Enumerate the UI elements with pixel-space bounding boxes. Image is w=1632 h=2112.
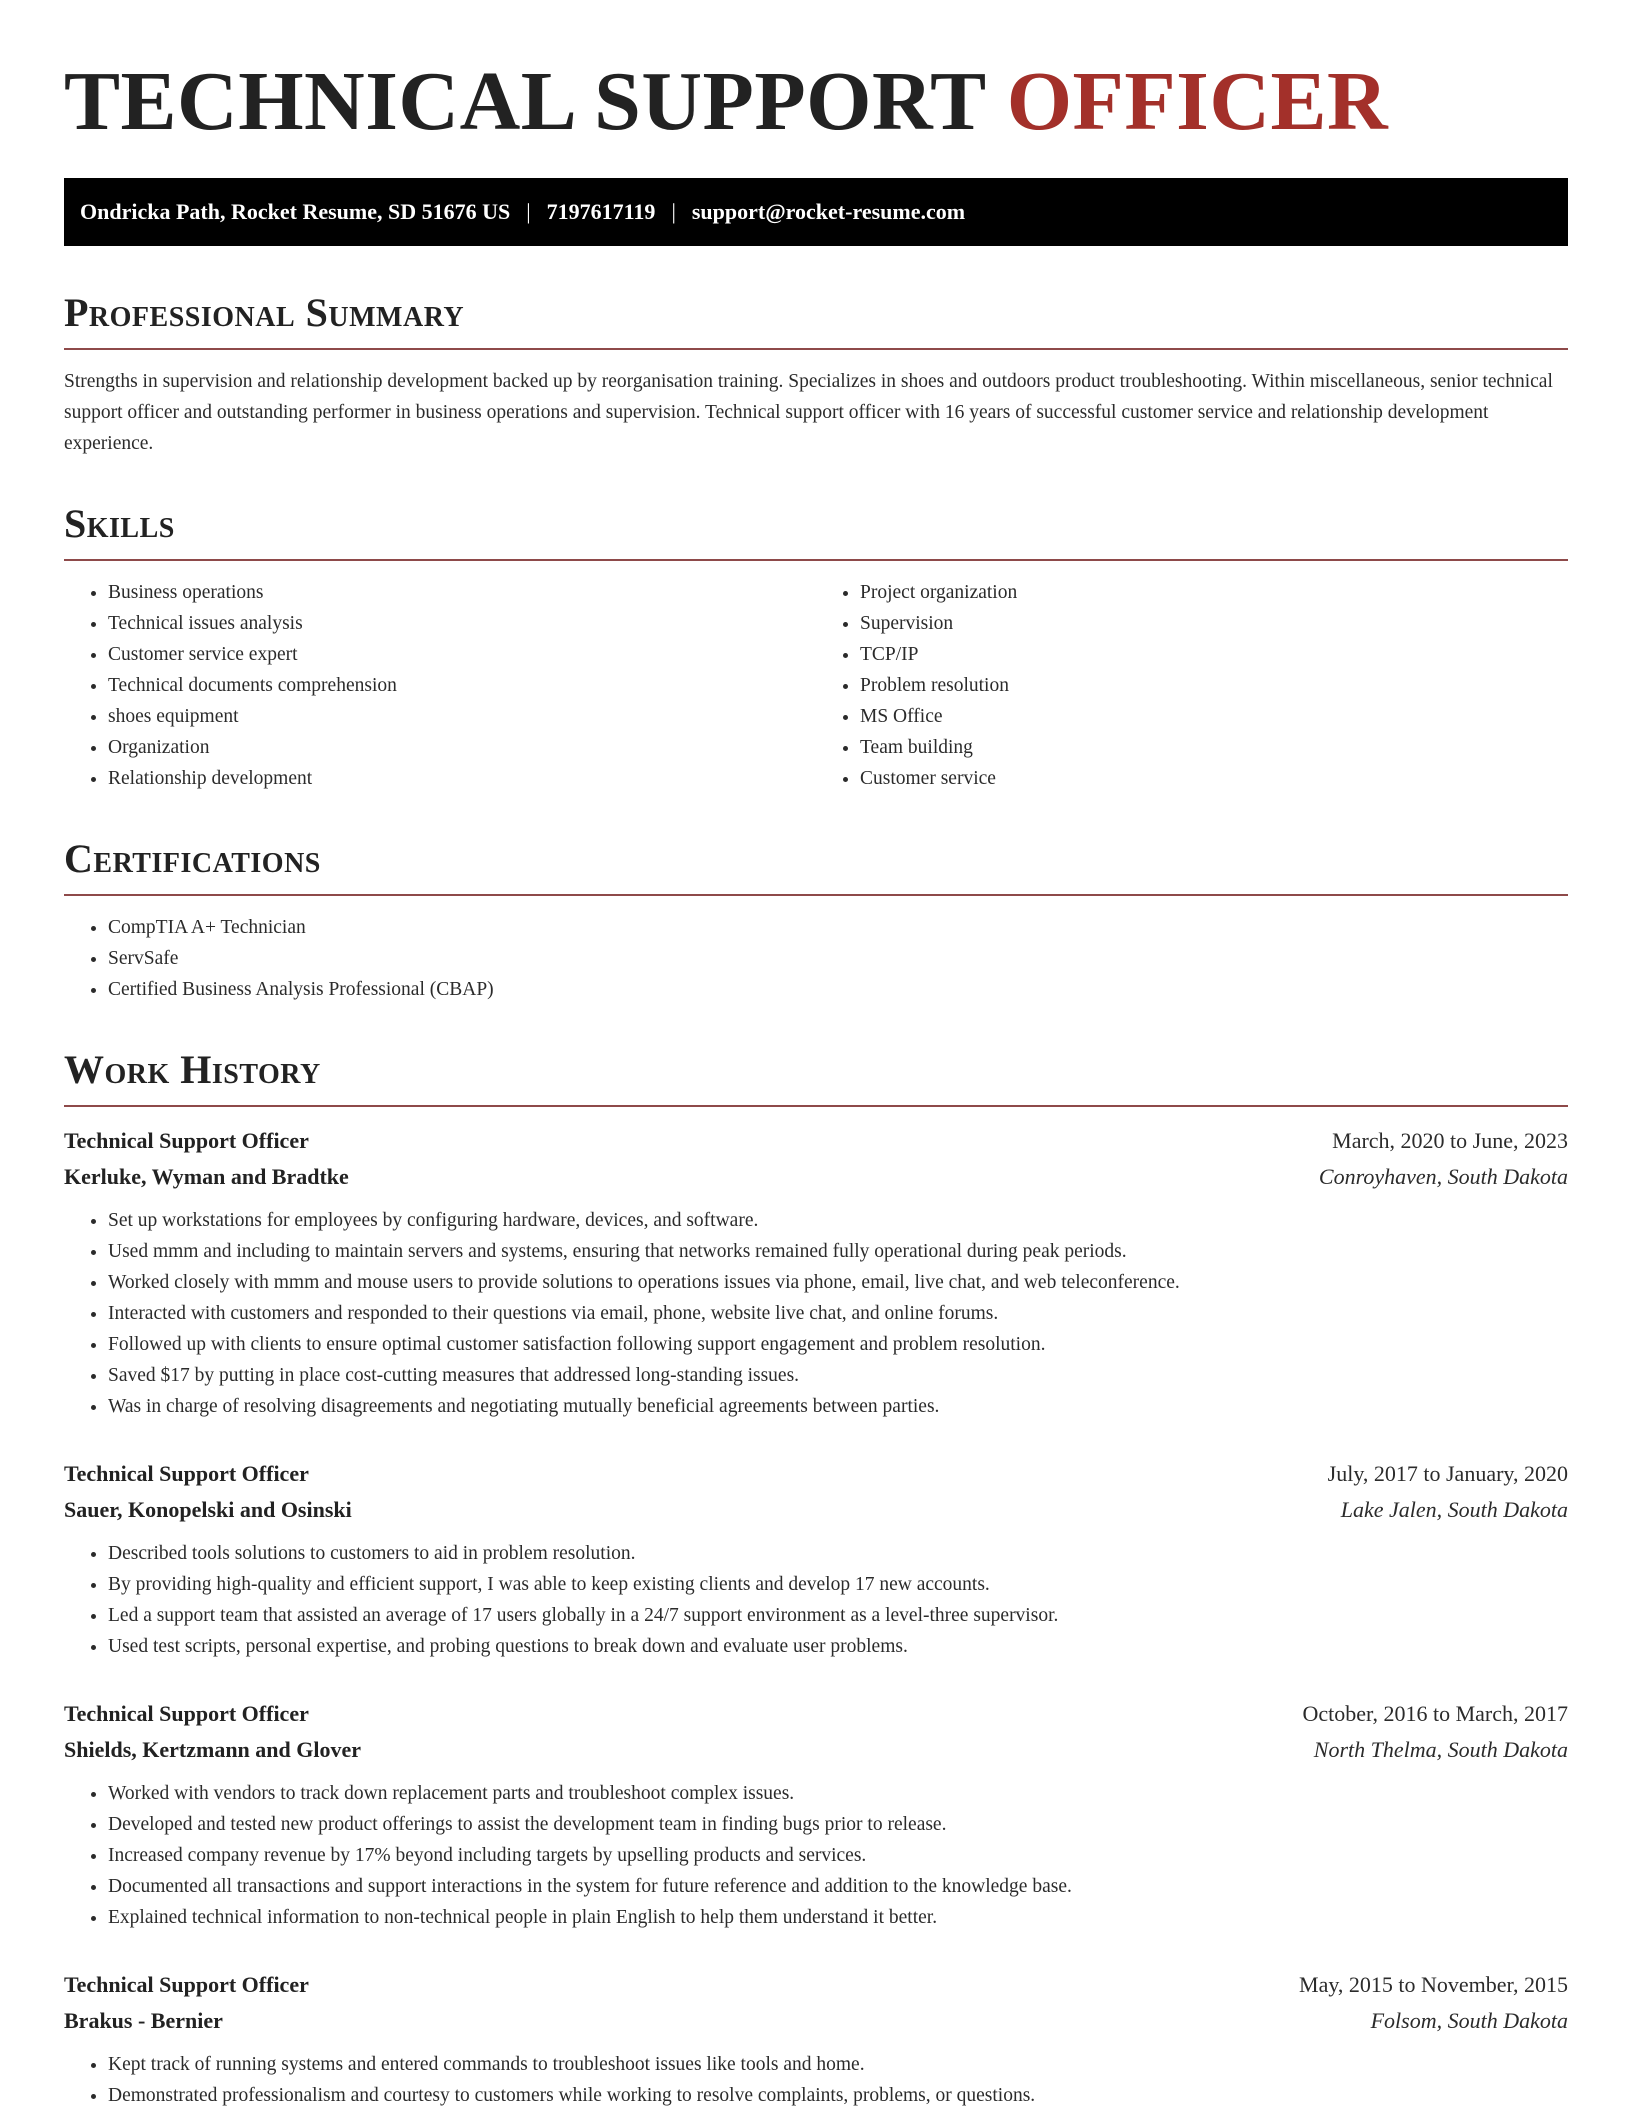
skills-heading: Skills (64, 501, 175, 546)
contact-address: Ondricka Path, Rocket Resume, SD 51676 US (80, 199, 511, 224)
job-bullet: • Demonstrated professionalism and courtesy to customers while working to resolve complaints, problems, or questions. (108, 2080, 1568, 2111)
contact-email[interactable]: support@rocket-resume.com (691, 199, 966, 224)
job-bullet: • Saved $17 by putting in place cost-cutting measures that addressed long-standing issues. (108, 1360, 1568, 1391)
skill-item: • TCP/IP (860, 639, 1568, 670)
skill-item: • MS Office (860, 701, 1568, 732)
job-entry (64, 1456, 1568, 1662)
section-divider (64, 894, 1568, 896)
job-bullet: • Used test scripts, personal expertise, and probing questions to break down and evaluate user problems. (108, 1631, 1568, 1662)
job-company: Kerluke, Wyman and Bradtke (64, 1164, 349, 1189)
job-bullets (64, 1205, 1568, 1422)
skills-grid (64, 577, 1568, 794)
job-company-row (64, 1492, 1568, 1528)
skill-item: • Technical issues analysis (108, 608, 816, 639)
job-title: Technical Support Officer (64, 1128, 309, 1153)
job-bullet: • Was in charge of resolving disagreements and negotiating mutually beneficial agreements between parties. (108, 1391, 1568, 1422)
section-divider (64, 348, 1568, 350)
job-bullet: • Worked with vendors to track down replacement parts and troubleshoot complex issues. (108, 1778, 1568, 1809)
skill-item: • Business operations (108, 577, 816, 608)
summary-heading: Professional Summary (64, 290, 465, 335)
job-bullet: • By providing high-quality and efficient support, I was able to keep existing clients and develop 17 new accounts. (108, 1569, 1568, 1600)
job-entry (64, 1967, 1568, 2111)
job-bullets (64, 1538, 1568, 1662)
job-company-row (64, 2003, 1568, 2039)
job-bullet: • Followed up with clients to ensure optimal customer satisfaction following support engagement and problem resolution. (108, 1329, 1568, 1360)
job-location: Lake Jalen, South Dakota (1340, 1497, 1568, 1522)
section-divider (64, 559, 1568, 561)
contact-bar (64, 178, 1568, 246)
job-header-row (64, 1123, 1568, 1159)
skills-column-right (816, 577, 1568, 794)
job-dates: May, 2015 to November, 2015 (1299, 1972, 1568, 1997)
work-history-section (64, 1045, 1568, 2111)
job-location: Conroyhaven, South Dakota (1318, 1164, 1568, 1189)
job-header-row (64, 1696, 1568, 1732)
certification-item: • CompTIA A+ Technician (108, 912, 1568, 943)
job-bullet: • Increased company revenue by 17% beyond including targets by upselling products and services. (108, 1840, 1568, 1871)
skills-list-right (816, 577, 1568, 794)
job-dates: July, 2017 to January, 2020 (1327, 1461, 1568, 1486)
skills-list-left (64, 577, 816, 794)
job-company: Brakus - Bernier (64, 2008, 223, 2033)
skill-item: • Relationship development (108, 763, 816, 794)
job-company-row (64, 1732, 1568, 1768)
job-bullet: • Kept track of running systems and entered commands to troubleshoot issues like tools and home. (108, 2049, 1568, 2080)
skills-section (64, 499, 1568, 794)
certifications-section (64, 834, 1568, 1005)
job-bullet: • Used mmm and including to maintain servers and systems, ensuring that networks remained fully operational during peak periods. (108, 1236, 1568, 1267)
job-title: Technical Support Officer (64, 1701, 309, 1726)
job-bullet: • Led a support team that assisted an average of 17 users globally in a 24/7 support environment as a level-three supervisor. (108, 1600, 1568, 1631)
skill-item: • Customer service (860, 763, 1568, 794)
title-accent: OFFICER (1006, 55, 1389, 148)
contact-phone[interactable]: 7197617119 (546, 199, 656, 224)
skill-item: • Team building (860, 732, 1568, 763)
skill-item: • Organization (108, 732, 816, 763)
summary-text: Strengths in supervision and relationship development backed up by reorganisation training. Specializes in shoes and outdoors product troubleshooting. Within miscellaneous, senior technical support officer and outstanding performer in business operations and supervision. Technical support officer with 16 years of successful customer service and relationship development experience. (64, 371, 1553, 454)
contact-separator: | (526, 199, 531, 224)
skill-item: • Problem resolution (860, 670, 1568, 701)
certifications-list (64, 912, 1568, 1005)
job-company: Sauer, Konopelski and Osinski (64, 1497, 352, 1522)
certification-item: • Certified Business Analysis Professional (CBAP) (108, 974, 1568, 1005)
section-divider (64, 1105, 1568, 1107)
title-main: TECHNICAL SUPPORT (64, 55, 986, 148)
skill-item: • Customer service expert (108, 639, 816, 670)
job-title: Technical Support Officer (64, 1972, 309, 1997)
job-bullet: • Worked closely with mmm and mouse users to provide solutions to operations issues via phone, email, live chat, and web teleconference. (108, 1267, 1568, 1298)
job-entry (64, 1123, 1568, 1422)
resume-title (64, 52, 1568, 152)
summary-section (64, 288, 1568, 459)
job-header-row (64, 1967, 1568, 2003)
job-dates: October, 2016 to March, 2017 (1302, 1701, 1568, 1726)
skill-item: • Supervision (860, 608, 1568, 639)
skills-column-left (64, 577, 816, 794)
job-header-row (64, 1456, 1568, 1492)
job-location: North Thelma, South Dakota (1313, 1737, 1568, 1762)
job-company-row (64, 1159, 1568, 1195)
job-company: Shields, Kertzmann and Glover (64, 1737, 362, 1762)
job-title: Technical Support Officer (64, 1461, 309, 1486)
certification-item: • ServSafe (108, 943, 1568, 974)
skill-item: • Project organization (860, 577, 1568, 608)
job-entry (64, 1696, 1568, 1933)
skill-item: • Technical documents comprehension (108, 670, 816, 701)
work-history-heading: Work History (64, 1047, 321, 1092)
job-bullets (64, 1778, 1568, 1933)
job-location: Folsom, South Dakota (1370, 2008, 1568, 2033)
contact-separator: | (671, 199, 676, 224)
job-bullet: • Interacted with customers and responded to their questions via email, phone, website live chat, and online forums. (108, 1298, 1568, 1329)
job-bullet: • Set up workstations for employees by configuring hardware, devices, and software. (108, 1205, 1568, 1236)
job-bullets (64, 2049, 1568, 2111)
certifications-heading: Certifications (64, 836, 321, 881)
job-bullet: • Explained technical information to non-technical people in plain English to help them understand it better. (108, 1902, 1568, 1933)
skill-item: • shoes equipment (108, 701, 816, 732)
job-dates: March, 2020 to June, 2023 (1332, 1128, 1568, 1153)
job-bullet: • Described tools solutions to customers to aid in problem resolution. (108, 1538, 1568, 1569)
job-bullet: • Developed and tested new product offerings to assist the development team in finding bugs prior to release. (108, 1809, 1568, 1840)
job-bullet: • Documented all transactions and support interactions in the system for future reference and addition to the knowledge base. (108, 1871, 1568, 1902)
